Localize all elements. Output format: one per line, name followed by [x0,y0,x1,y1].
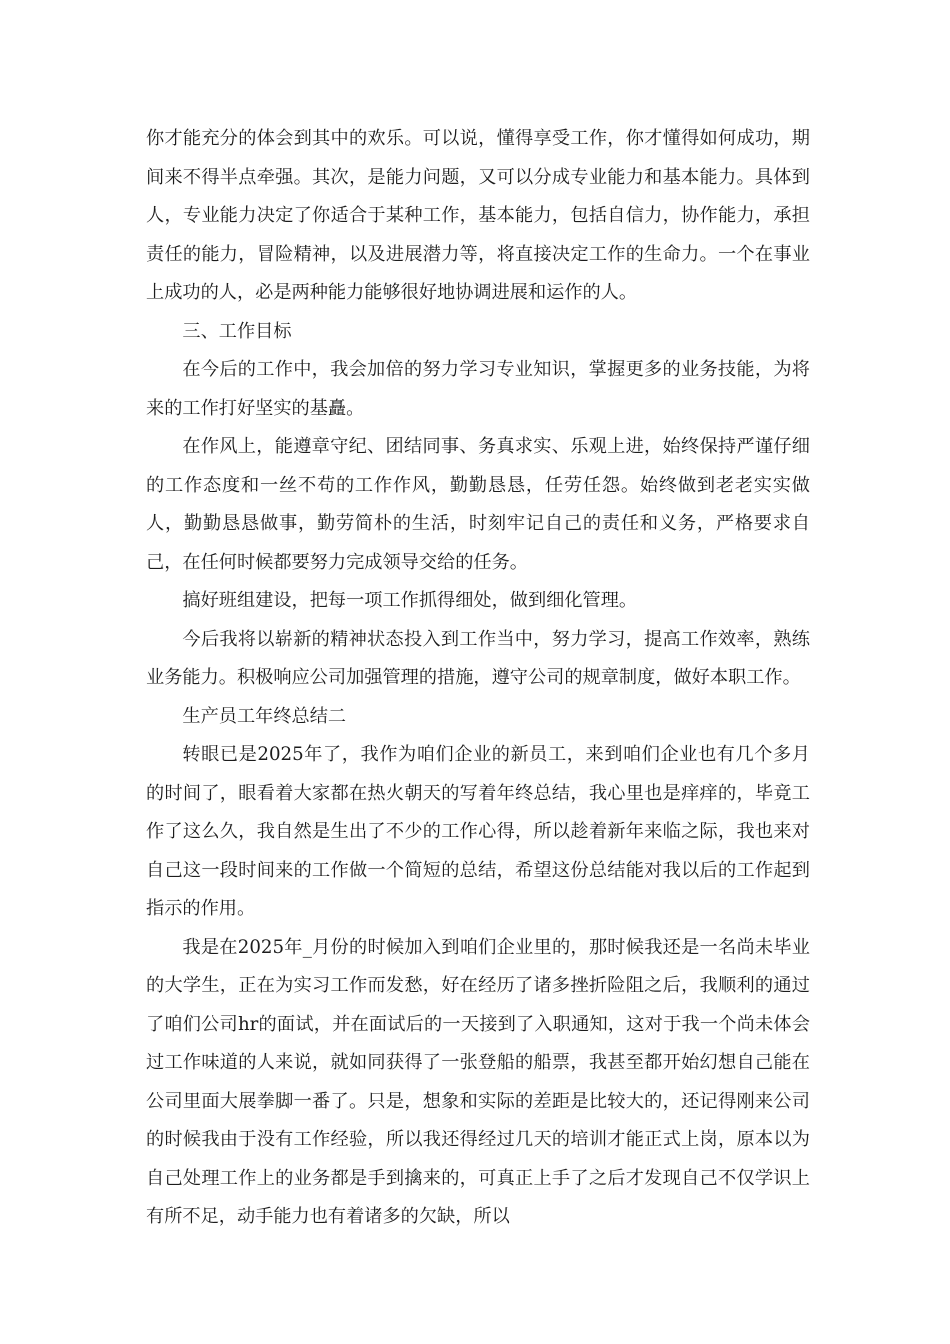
paragraph: 我是在2025年_月份的时候加入到咱们企业里的，那时候我还是一名尚未毕业的大学生，正在为实习工作而发愁，好在经历了诸多挫折险阻之后，我顺利的通过了咱们公司hr的面试，并在面试后的一天接到了入职通知，这对于我一个尚未体会过工作味道的人来说，就如同获得了一张登船的船票，我甚至都开始幻想自己能在公司里面大展拳脚一番了。只是，想象和实际的差距是比较大的，还记得刚来公司的时候我由于没有工作经验，所以我还得经过几天的培训才能正式上岗，原本以为自己处理工作上的业务都是手到擒来的，可真正上手了之后才发现自己不仅学识上有所不足，动手能力也有着诸多的欠缺，所以 [146,936,810,1227]
document-body [146,120,810,1237]
paragraph: 搞好班组建设，把每一项工作抓得细处，做到细化管理。 [182,590,638,611]
section-heading-summary-two: 生产员工年终总结二 [182,705,347,727]
paragraph: 在作风上，能遵章守纪、团结同事、务真求实、乐观上进，始终保持严谨仔细的工作态度和一丝不苟的工作作风，勤勤恳恳，任劳任怨。始终做到老老实实做人，勤勤恳恳做事，勤劳简朴的生活，时刻牢记自己的责任和义务，严格要求自己，在任何时候都要努力完成领导交给的任务。 [146,436,810,573]
section-heading-work-goals: 三、工作目标 [182,320,292,342]
paragraph: 今后我将以崭新的精神状态投入到工作当中，努力学习，提高工作效率，熟练业务能力。积极响应公司加强管理的措施，遵守公司的规章制度，做好本职工作。 [146,628,810,688]
paragraph: 转眼已是2025年了，我作为咱们企业的新员工，来到咱们企业也有几个多月的时间了，眼看着大家都在热火朝天的写着年终总结，我心里也是痒痒的，毕竟工作了这么久，我自然是生出了不少的工作心得，所以趁着新年来临之际，我也来对自己这一段时间来的工作做一个简短的总结，希望这份总结能对我以后的工作起到指示的作用。 [146,744,810,919]
paragraph: 在今后的工作中，我会加倍的努力学习专业知识，掌握更多的业务技能，为将来的工作打好坚实的基矗。 [146,359,810,419]
paragraph-continued: 你才能充分的体会到其中的欢乐。可以说，懂得享受工作，你才懂得如何成功，期间来不得半点牵强。其次，是能力问题，又可以分成专业能力和基本能力。具体到人，专业能力决定了你适合于某种工作，基本能力，包括自信力，协作能力，承担责任的能力，冒险精神，以及进展潜力等，将直接决定工作的生命力。一个在事业上成功的人，必是两种能力能够很好地协调进展和运作的人。 [146,128,810,303]
